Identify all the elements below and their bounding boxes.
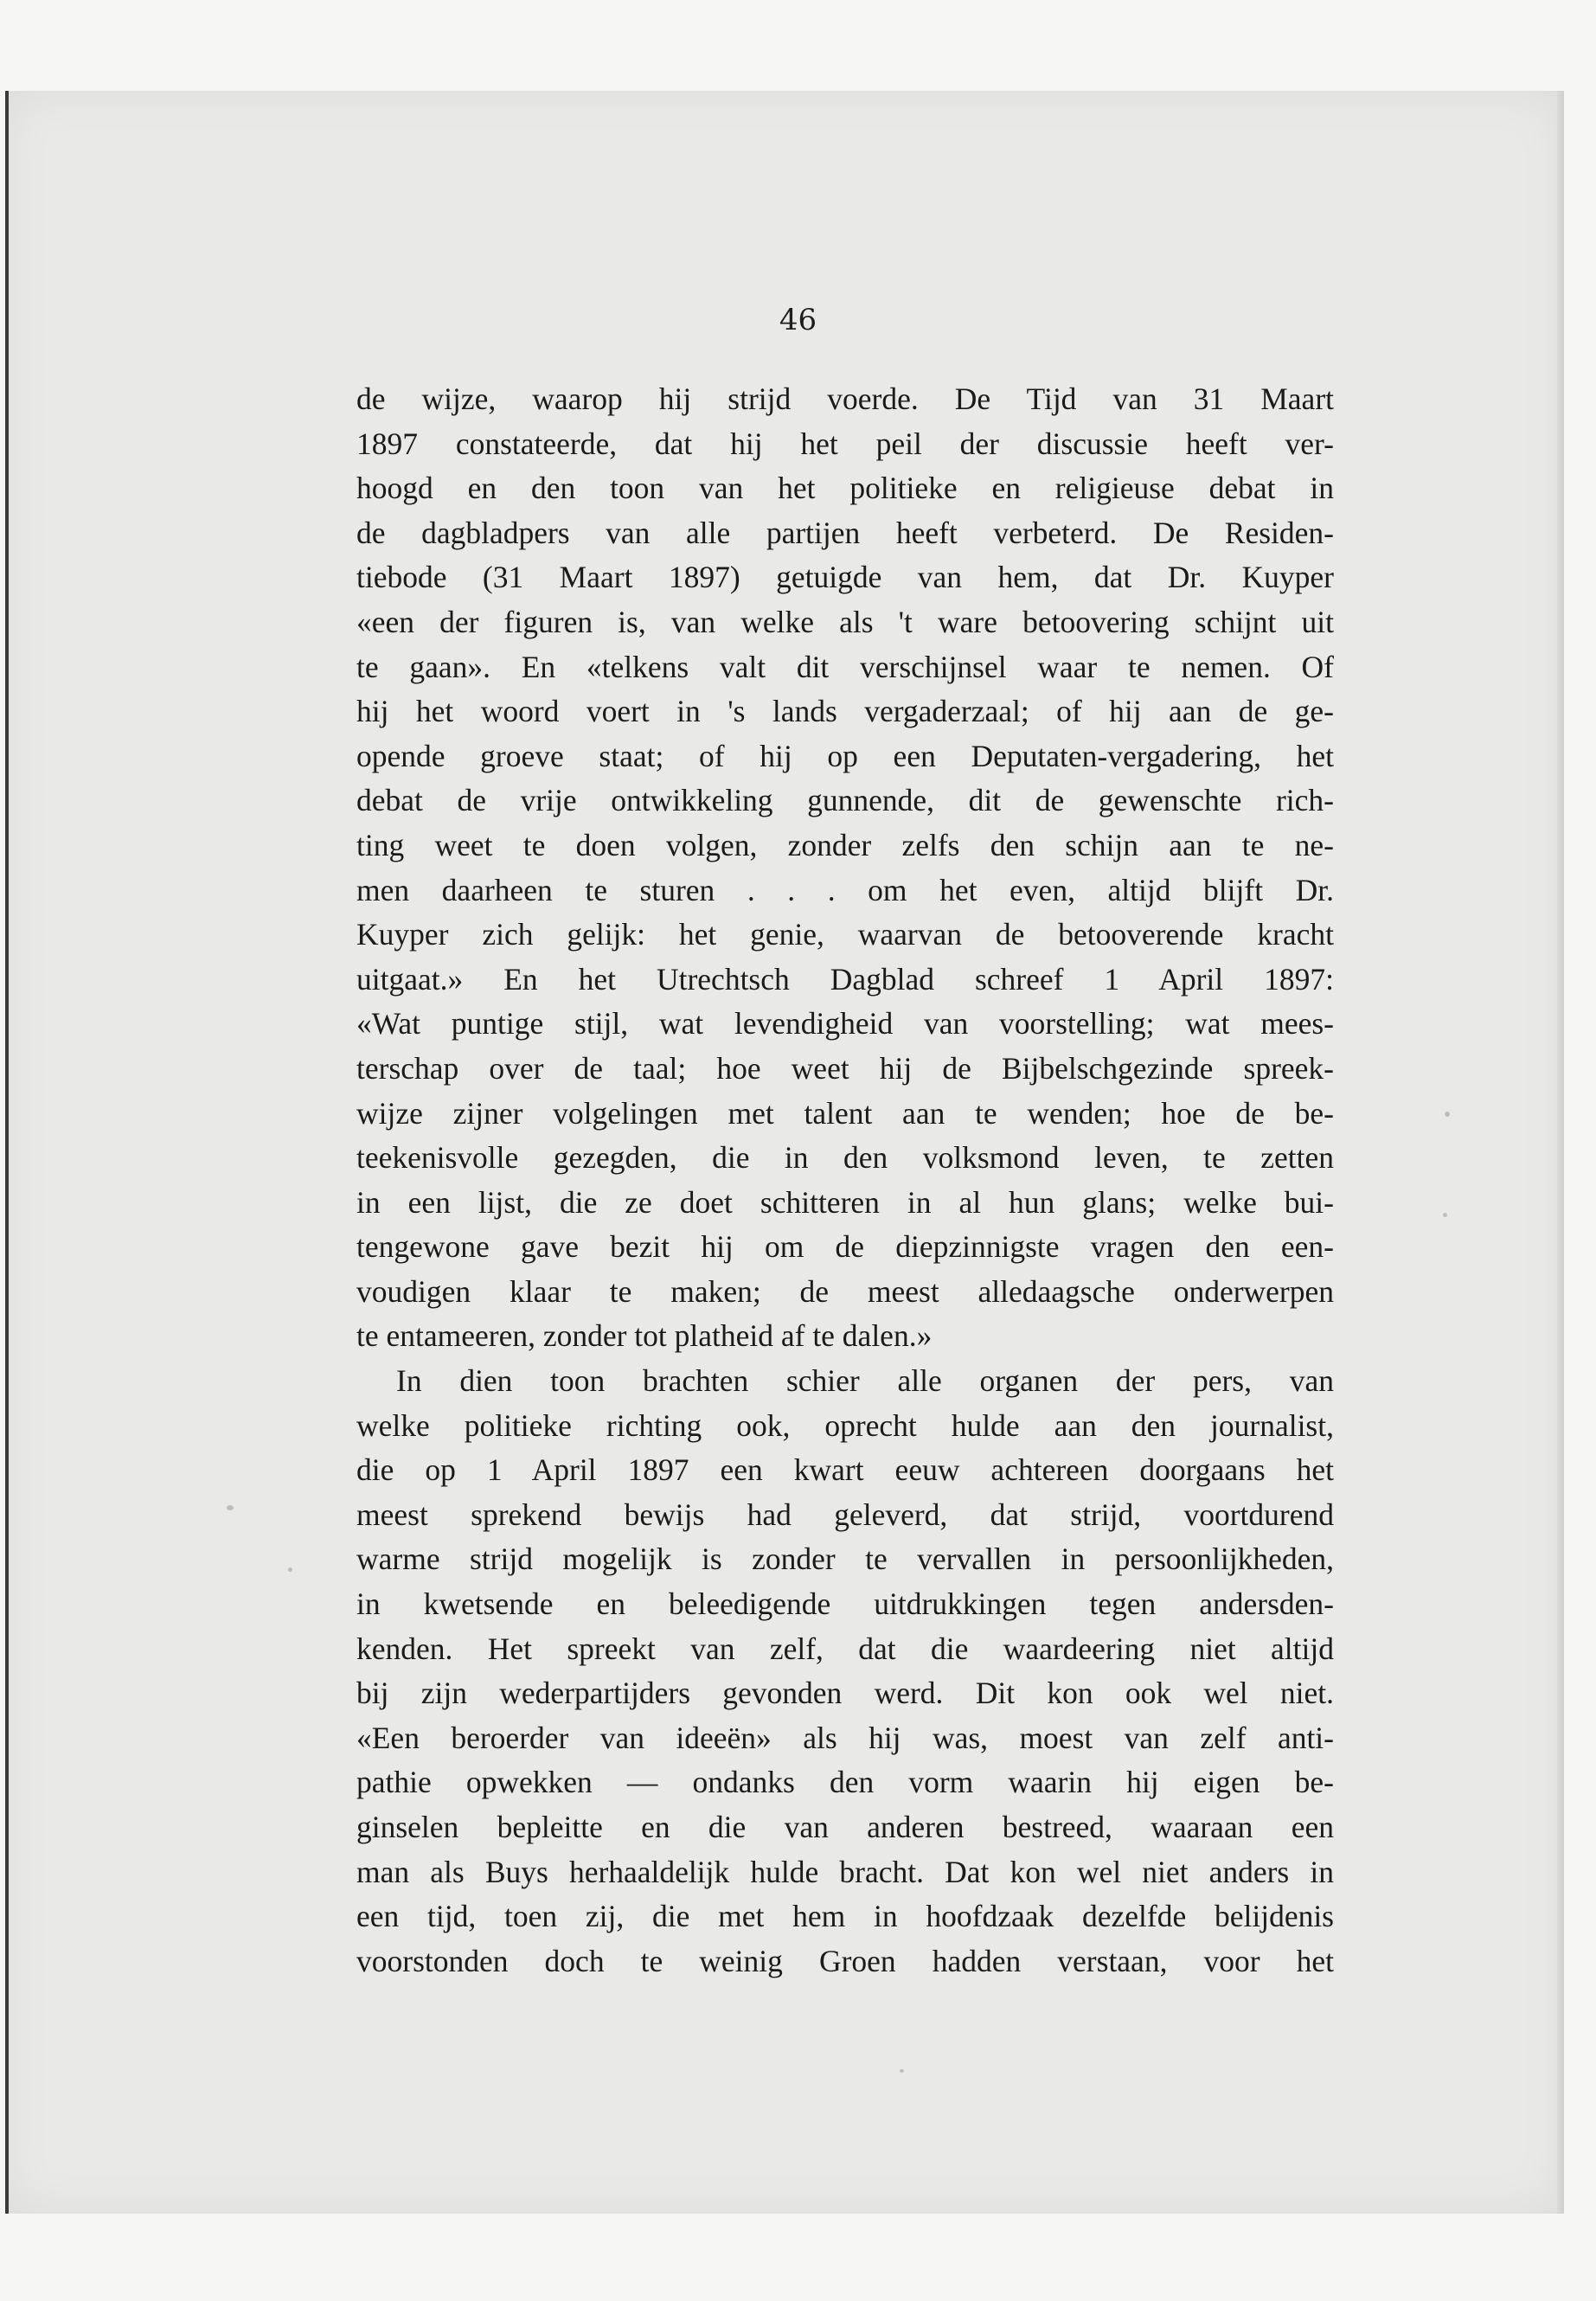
text-line: In dien toon brachten schier alle organen der pers, van [396, 1363, 1334, 1399]
dust-speck [227, 1505, 234, 1510]
text-line: die op 1 April 1897 een kwart eeuw achtereen doorgaans het [356, 1452, 1334, 1488]
text-line: in een lijst, die ze doet schitteren in al hun glans; welke bui- [356, 1184, 1334, 1220]
dust-speck [1443, 1213, 1447, 1217]
text-line: pathie opwekken — ondanks den vorm waarin hij eigen be- [356, 1765, 1334, 1800]
text-line: bij zijn wederpartijders gevonden werd. Dit kon ook wel niet. [356, 1676, 1334, 1711]
dust-speck [1445, 1112, 1450, 1117]
text-line: «een der figuren is, van welke als 't ware betoovering schijnt uit [356, 604, 1334, 639]
paper-right-edge [1557, 91, 1564, 2214]
dust-speck [900, 2069, 904, 2073]
text-line: uitgaat.» En het Utrechtsch Dagblad schreef 1 April 1897: [356, 961, 1334, 997]
paper-left-edge [5, 91, 9, 2214]
text-line: men daarheen te sturen . . . om het even, altijd blijft Dr. [356, 872, 1334, 907]
body-text [356, 377, 1334, 1984]
text-line: de wijze, waarop hij strijd voerde. De Tijd van 31 Maart [356, 381, 1334, 416]
text-line: hij het woord voert in 's lands vergaderzaal; of hij aan de ge- [356, 694, 1334, 729]
text-line: hoogd en den toon van het politieke en religieuse debat in [356, 471, 1334, 506]
text-line: kenden. Het spreekt van zelf, dat die waardeering niet altijd [356, 1631, 1334, 1666]
text-line: 1897 constateerde, dat hij het peil der discussie heeft ver- [356, 426, 1334, 461]
text-line: meest sprekend bewijs had geleverd, dat strijd, voortdurend [356, 1497, 1334, 1532]
text-line: ting weet te doen volgen, zonder zelfs den schijn aan te ne- [356, 827, 1334, 862]
dust-speck [288, 1567, 292, 1572]
text-line: opende groeve staat; of hij op een Deputaten-vergadering, het [356, 738, 1334, 773]
text-line: man als Buys herhaaldelijk hulde bracht. Dat kon wel niet anders in [356, 1854, 1334, 1889]
page-number: 46 [779, 303, 817, 337]
text-line: welke politieke richting ook, oprecht hulde aan den journalist, [356, 1407, 1334, 1443]
text-line: debat de vrije ontwikkeling gunnende, dit de gewenschte rich- [356, 783, 1334, 818]
text-line: een tijd, toen zij, die met hem in hoofdzaak dezelfde belijdenis [356, 1899, 1334, 1934]
text-line: tengewone gave bezit hij om de diepzinnigste vragen den een- [356, 1229, 1334, 1265]
text-line: te gaan». En «telkens valt dit verschijnsel waar te nemen. Of [356, 649, 1334, 684]
text-line: «Een beroerder van ideeën» als hij was, moest van zelf anti- [356, 1720, 1334, 1755]
text-line: voudigen klaar te maken; de meest alledaagsche onderwerpen [356, 1273, 1334, 1309]
text-line: teekenisvolle gezegden, die in den volksmond leven, te zetten [356, 1140, 1334, 1176]
text-line: de dagbladpers van alle partijen heeft verbeterd. De Residen- [356, 515, 1334, 550]
text-line: ginselen bepleitte en die van anderen bestreed, waaraan een [356, 1810, 1334, 1844]
text-line: te entameeren, zonder tot platheid af te dalen.» [356, 1318, 933, 1354]
text-line: warme strijd mogelijk is zonder te vervallen in persoonlijkheden, [356, 1541, 1334, 1577]
text-line: Kuyper zich gelijk: het genie, waarvan de betooverende kracht [356, 917, 1334, 952]
text-line: terschap over de taal; hoe weet hij de Bijbelschgezinde spreek- [356, 1050, 1334, 1086]
text-line: in kwetsende en beleedigende uitdrukkingen tegen andersden- [356, 1586, 1334, 1622]
text-line: wijze zijner volgelingen met talent aan te wenden; hoe de be- [356, 1095, 1334, 1131]
text-line: tiebode (31 Maart 1897) getuigde van hem, dat Dr. Kuyper [356, 560, 1334, 595]
text-line: «Wat puntige stijl, wat levendigheid van voorstelling; wat mees- [356, 1006, 1334, 1042]
text-line: voorstonden doch te weinig Groen hadden verstaan, voor het [356, 1943, 1334, 1978]
